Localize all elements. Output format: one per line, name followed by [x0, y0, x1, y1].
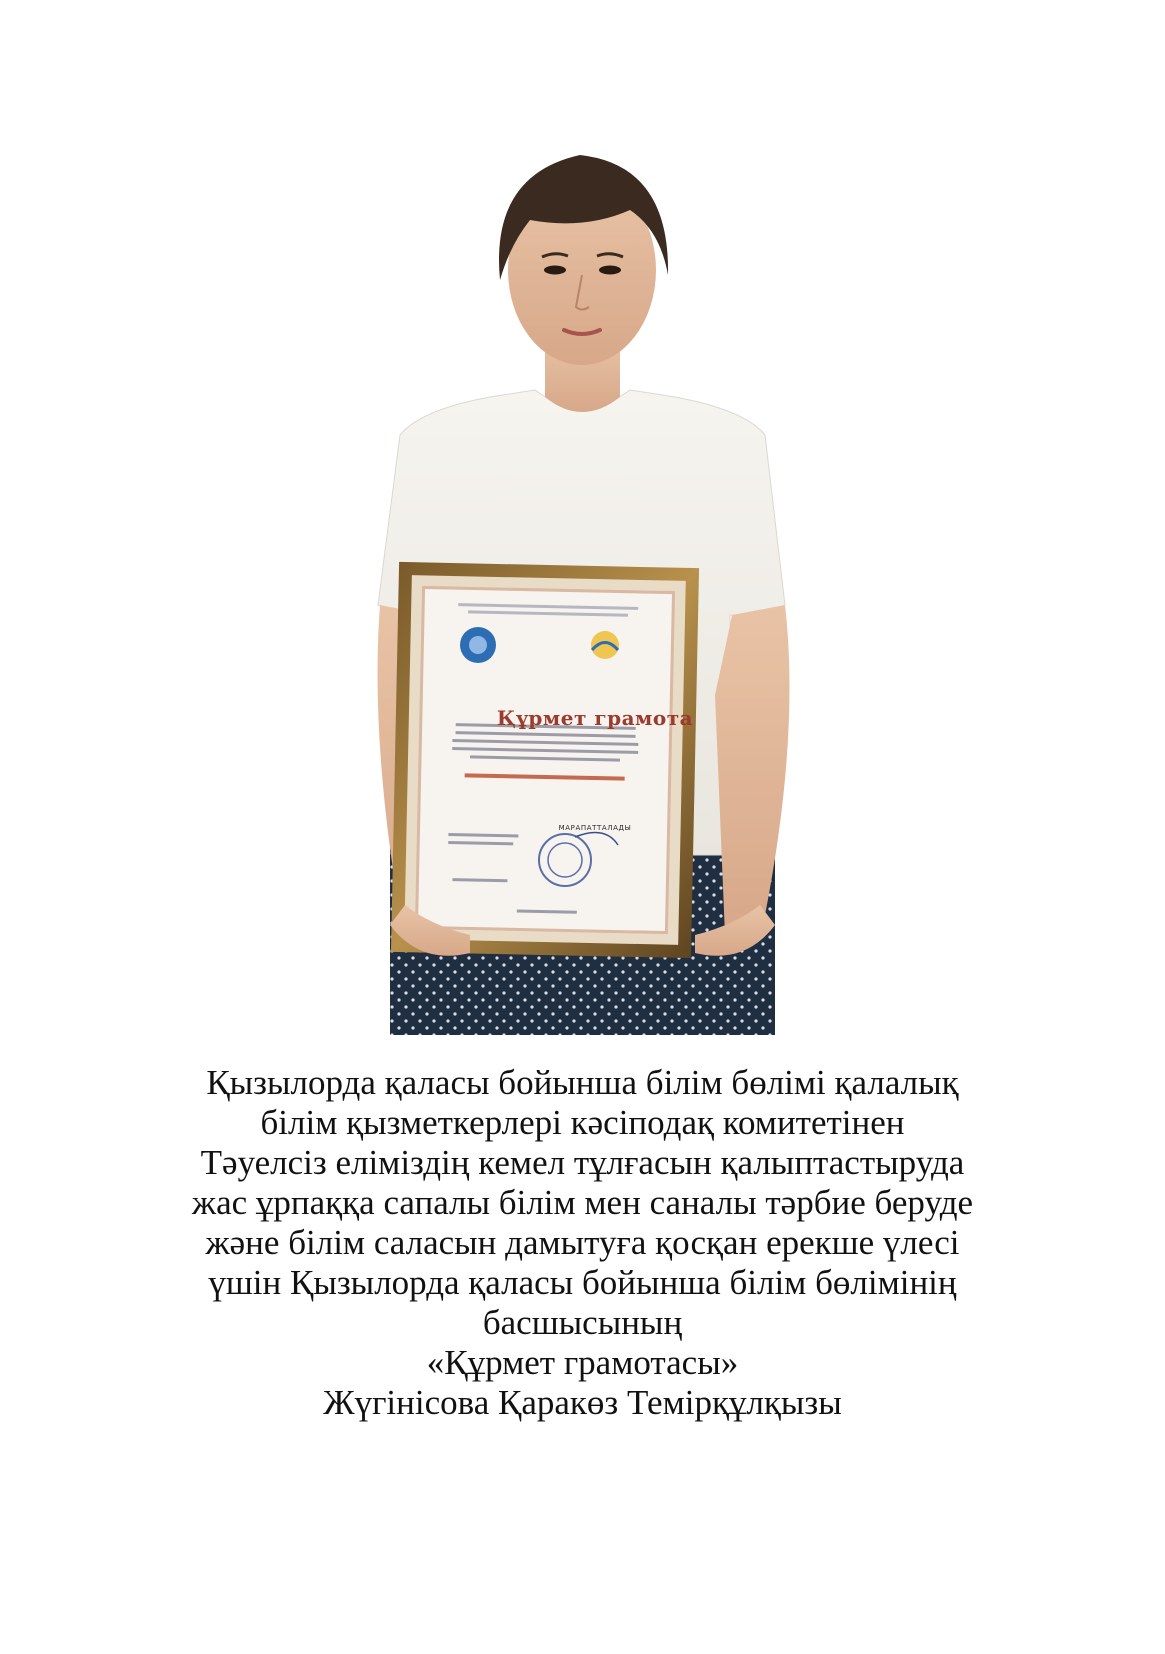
caption-line: үшін Қызылорда қаласы бойынша білім бөлімінің [208, 1263, 957, 1302]
certificate-title: Құрмет грамота [496, 706, 694, 730]
recipient-name: Жүгінісова Қаракөз Темірқұлқызы [323, 1383, 842, 1422]
caption-line: білім қызметкерлері кәсіподақ комитетінен [260, 1103, 905, 1142]
award-caption [0, 1063, 1165, 1423]
certificate-name-line: «Құрмет грамотасы» [426, 1343, 739, 1382]
caption-line: басшысының [482, 1303, 683, 1342]
caption-line: жас ұрпаққа сапалы білім мен саналы тәрбие беруде [191, 1183, 974, 1222]
person-with-certificate-photo [360, 135, 805, 1035]
caption-line: және білім саласын дамытуға қосқан ерекше үлесі [205, 1223, 960, 1262]
photo-illustration [360, 135, 805, 1035]
certificate-frame [391, 562, 699, 958]
caption-line: Қызылорда қаласы бойынша білім бөлімі қалалық [206, 1063, 959, 1102]
right-arm [715, 605, 790, 935]
certificate-awarded-word: МАРАПАТТАЛАДЫ [558, 824, 632, 832]
caption-line: Тәуелсіз еліміздің кемел тұлғасын қалыптастыруда [200, 1143, 965, 1182]
